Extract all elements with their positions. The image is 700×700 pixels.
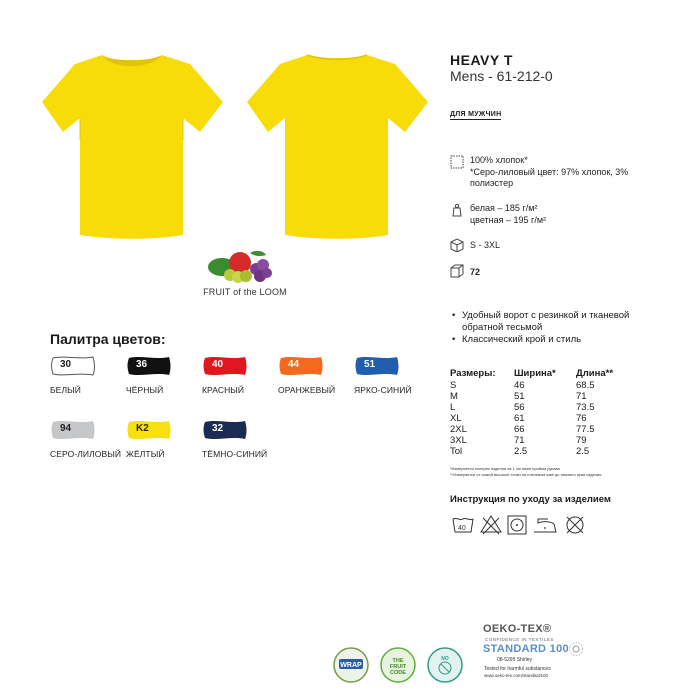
svg-text:NO: NO	[441, 656, 449, 662]
tumble-dry-icon	[508, 516, 526, 534]
weight-color: цветная – 195 г/м²	[470, 214, 547, 225]
width-cell: 56	[514, 402, 525, 413]
length-cell: 2.5	[576, 446, 590, 457]
width-cell: 2.5	[514, 446, 528, 457]
wash-40-icon	[453, 518, 473, 532]
swatch-shape	[202, 420, 248, 440]
tshirt-back-image	[245, 50, 430, 240]
table-row	[450, 413, 636, 424]
size-box-icon	[450, 238, 464, 252]
fruit-of-the-loom-logo	[200, 245, 290, 305]
size-range: S - 3XL	[470, 240, 501, 250]
weight-icon	[450, 203, 464, 217]
width-header: Ширина*	[514, 368, 556, 379]
size-cell: 2XL	[450, 424, 467, 435]
swatch-shape	[126, 356, 172, 376]
swatch-code: K2	[136, 423, 149, 434]
color-swatch[interactable]	[50, 420, 96, 440]
swatch-shape	[50, 420, 96, 440]
color-swatch[interactable]	[126, 356, 172, 376]
swatch-name: ЖЁЛТЫЙ	[126, 449, 165, 459]
length-cell: 68.5	[576, 380, 595, 391]
swatch-code: 36	[136, 359, 148, 370]
width-cell: 66	[514, 424, 525, 435]
length-cell: 79	[576, 435, 587, 446]
swatch-name: ЧЁРНЫЙ	[126, 385, 164, 395]
no-child-labour-badge-icon	[426, 645, 464, 685]
wash-temp: 40	[458, 525, 466, 532]
svg-text:FRUIT: FRUIT	[389, 664, 407, 670]
feature-item: • Классический крой и стиль	[452, 334, 662, 346]
oeko-tested: Tested for harmful substances	[484, 666, 551, 672]
swatch-shape	[50, 356, 96, 376]
size-footnote-2: **Измеряется от самой высокой точки на плечевом шве до нижнего края изделия	[450, 472, 602, 477]
color-swatch[interactable]	[278, 356, 324, 376]
oeko-url: www.oeko-tex.com/standard100	[484, 673, 549, 678]
length-cell: 73.5	[576, 402, 595, 413]
color-swatch[interactable]	[202, 420, 248, 440]
swatch-code: 30	[60, 359, 72, 370]
svg-text:WRAP: WRAP	[340, 662, 362, 669]
weight-spec	[470, 203, 546, 226]
fruit-cluster-icon	[200, 245, 290, 287]
swatch-name: ТЁМНО-СИНИЙ	[202, 449, 268, 459]
width-cell: 71	[514, 435, 525, 446]
length-cell: 77.5	[576, 424, 595, 435]
swatch-shape	[278, 356, 324, 376]
material-spec	[470, 155, 660, 190]
product-subtitle: Mens - 61-212-0	[450, 68, 553, 84]
width-cell: 51	[514, 391, 525, 402]
oeko-standard: STANDARD 100	[483, 643, 569, 655]
size-cell: XL	[450, 413, 462, 424]
size-cell: Tol	[450, 446, 463, 457]
material-line-3: полиэстер	[470, 178, 514, 188]
table-row	[450, 446, 636, 457]
weight-white: белая – 185 г/м²	[470, 203, 538, 213]
feature-list	[452, 310, 662, 346]
tshirt-front-image	[40, 50, 225, 240]
product-title: HEAVY T	[450, 52, 513, 68]
swatch-name: СЕРО-ЛИЛОВЫЙ	[50, 449, 122, 459]
no-dry-clean-icon	[567, 517, 583, 533]
svg-text:THE: THE	[392, 658, 404, 664]
table-row	[450, 391, 636, 402]
color-swatch[interactable]	[354, 356, 400, 376]
size-cell: S	[450, 380, 457, 391]
oeko-brand: OEKO-TEX®	[483, 623, 552, 635]
feature-item: • Удобный ворот с резинкой и тканевой обратной тесьмой	[452, 310, 662, 334]
swatch-code: 44	[288, 359, 300, 370]
swatch-code: 51	[364, 359, 376, 370]
size-header: Размеры:	[450, 368, 496, 379]
width-cell: 61	[514, 413, 525, 424]
material-line-2: *Серо-лиловый цвет: 97% хлопок, 3%	[470, 166, 629, 177]
swatch-shape	[202, 356, 248, 376]
care-icons	[452, 514, 592, 536]
size-cell: 3XL	[450, 435, 467, 446]
color-swatch[interactable]	[50, 356, 96, 376]
size-cell: L	[450, 402, 456, 413]
size-footnote-1: *Измеряется поперек изделия на 1 см ниже пройма рукава	[450, 466, 560, 471]
table-row	[450, 435, 636, 446]
wrap-badge-icon	[332, 645, 370, 685]
audience-label: ДЛЯ МУЖЧИН	[450, 111, 502, 118]
swatch-code: 32	[212, 423, 224, 434]
length-header: Длина**	[576, 368, 614, 379]
fabric-icon	[450, 155, 464, 169]
swatch-name: ЯРКО-СИНИЙ	[354, 385, 412, 395]
swatch-name: КРАСНЫЙ	[202, 385, 245, 395]
palette-title: Палитра цветов:	[50, 331, 166, 347]
swatch-name: ОРАНЖЕВЫЙ	[278, 385, 336, 395]
oeko-confidence: CONFIDENCE IN TEXTILES	[485, 637, 554, 642]
swatch-code: 94	[60, 423, 72, 434]
color-swatch[interactable]	[202, 356, 248, 376]
iron-icon	[534, 519, 556, 532]
swatch-shape	[126, 420, 172, 440]
length-cell: 76	[576, 413, 587, 424]
swatch-shape	[354, 356, 400, 376]
care-title: Инструкция по уходу за изделием	[450, 494, 611, 505]
carton-icon	[450, 264, 464, 278]
table-row	[450, 402, 636, 413]
size-table	[450, 368, 636, 457]
oeko-flower-icon	[568, 641, 584, 657]
width-cell: 46	[514, 380, 525, 391]
oeko-cert-number: 08-5295 Shirley	[497, 657, 533, 663]
length-cell: 71	[576, 391, 587, 402]
table-row	[450, 380, 636, 391]
swatch-code: 40	[212, 359, 224, 370]
pack-count: 72	[470, 267, 481, 277]
svg-text:CODE: CODE	[390, 670, 406, 676]
size-cell: M	[450, 391, 458, 402]
swatch-name: БЕЛЫЙ	[50, 385, 81, 395]
fruit-code-badge-icon	[379, 645, 417, 685]
material-line-1: 100% хлопок*	[470, 155, 528, 165]
no-bleach-icon	[481, 516, 501, 534]
color-swatch[interactable]	[126, 420, 172, 440]
table-row	[450, 424, 636, 435]
brand-logo-text: FRUIT of the LOOM	[203, 287, 287, 297]
